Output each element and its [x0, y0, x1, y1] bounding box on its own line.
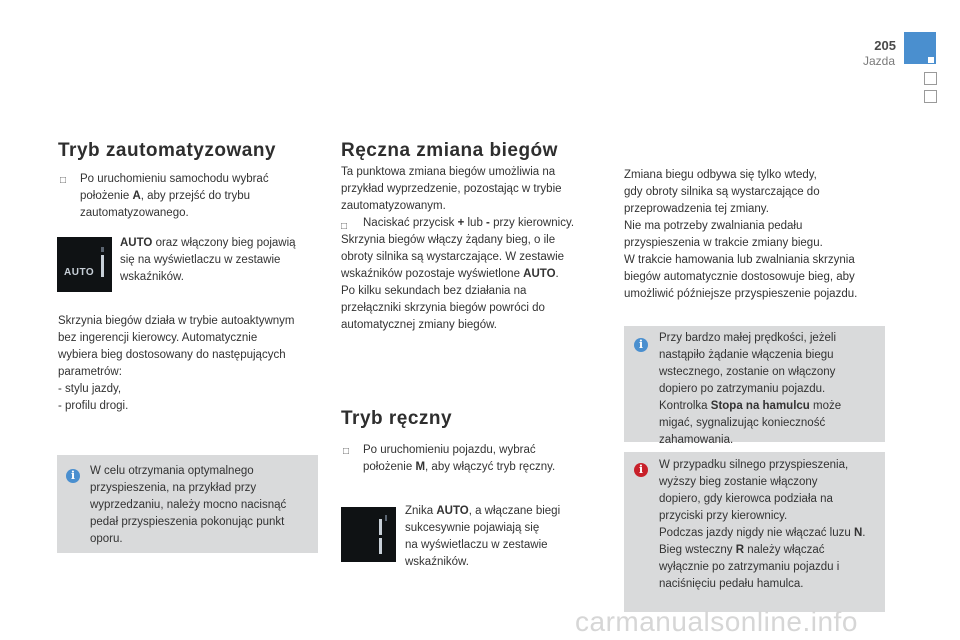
info-icon: i: [634, 338, 648, 352]
info-box-text: W celu otrzymania optymalnego przyspieszenia, na przykład przy wyprzedzaniu, należy mocno nacisnąć pedał przyspieszenia pokonując punkt oporu.: [90, 465, 287, 545]
chapter-tab-marker: [928, 57, 934, 63]
body-paragraph: Ta punktowa zmiana biegów umożliwia na przykład wyprzedzenie, pozostając w trybie zautomatyzowanym. □ Naciskać przycisk + lub - przy kierownicy. Skrzynia biegów włączy żądany bieg, o ile obroty silnika są wystarczające. W zestawie wskaźników pozostaje wyświetlone AUTO. Po kilku sekundach bez działania na przełączniki skrzynia biegów powróci do automatycznej zmiany biegów.: [341, 166, 575, 331]
gearbox-display-manual: [341, 507, 396, 562]
info-box-text: Przy bardzo małej prędkości, jeżeli nastąpiło żądanie włączenia biegu wstecznego, zostanie on włączony dopiero po zatrzymaniu pojazdu. Kontrolka Stopa na hamulcu może migać, sygnalizując konieczność zahamowania.: [659, 332, 842, 446]
bullet-icon: □: [60, 175, 67, 186]
display-indicator: [101, 247, 104, 252]
warning-icon: i: [634, 463, 648, 477]
warning-box-text: W przypadku silnego przyspieszenia, wyższy bieg zostanie włączony dopiero, gdy kierowca podziała na przyciski przy kierownicy. Podczas jazdy nigdy nie włączać luzu N. Bieg wsteczny R należy włączać wyłącznie po zatrzymaniu pojazdu i naciśnięciu pedału hamulca.: [659, 459, 866, 590]
display-label: AUTO: [64, 267, 95, 278]
section-title: Jazda: [862, 54, 895, 68]
display-indicator: [385, 515, 387, 521]
section-heading: Ręczna zmiana biegów: [341, 140, 558, 161]
section-heading: Tryb ręczny: [341, 408, 453, 429]
body-paragraph: Skrzynia biegów działa w trybie autoaktywnym bez ingerencji kierowcy. Automatycznie wybiera bieg dostosowany do następujących parametrów: - stylu jazdy, - profilu drogi.: [58, 315, 295, 412]
info-icon: i: [66, 469, 80, 483]
info-box: [624, 326, 885, 446]
display-gear-bar: [379, 519, 382, 535]
gearbox-display-auto: [57, 237, 112, 292]
bullet-icon: □: [341, 221, 348, 232]
watermark: carmanualsonline.info: [575, 606, 858, 637]
display-gear-bar: [101, 255, 104, 277]
chapter-tab-empty: [924, 72, 937, 85]
bullet-text: Po uruchomieniu pojazdu, wybrać położenie M, aby włączyć tryb ręczny.: [363, 444, 556, 473]
display-description: Znika AUTO, a włączane biegi sukcesywnie pojawiają się na wyświetlaczu w zestawie wskaźników.: [405, 505, 561, 568]
info-box: [57, 455, 318, 553]
display-description: AUTO oraz włączony bieg pojawią się na wyświetlaczu w zestawie wskaźników.: [120, 237, 296, 283]
section-heading: Tryb zautomatyzowany: [58, 140, 276, 161]
bullet-text: Po uruchomieniu samochodu wybrać położenie A, aby przejść do trybu zautomatyzowanego.: [80, 173, 269, 219]
bullet-icon: □: [343, 446, 350, 457]
body-paragraph: Zmiana biegu odbywa się tylko wtedy, gdy obroty silnika są wystarczające do przeprowadzenia tej zmiany. Nie ma potrzeby zwalniania pedału przyspieszenia w trakcie zmiany biegu. W trakcie hamowania lub zwalniania skrzynia biegów automatycznie dostosowuje bieg, aby umożliwić późniejsze przyspieszenie pojazdu.: [624, 169, 858, 300]
display-gear-bar: [379, 538, 382, 554]
chapter-tab-empty: [924, 90, 937, 103]
page-number: 205: [874, 38, 896, 53]
warning-box: [624, 452, 885, 612]
